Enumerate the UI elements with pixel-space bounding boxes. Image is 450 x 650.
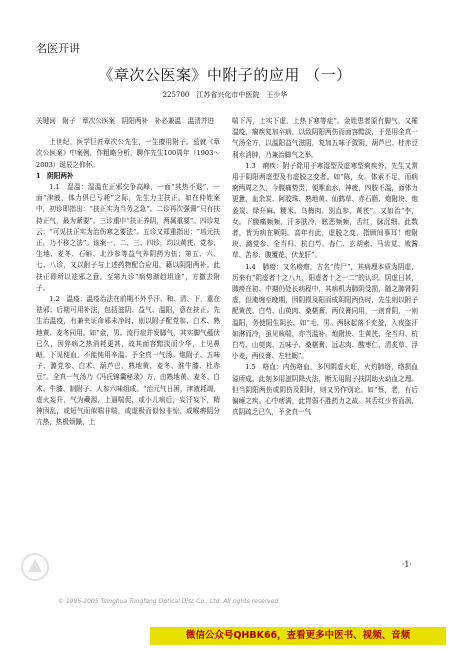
author-line: 225700 江苏省兴化市中医院 王少华 bbox=[162, 91, 288, 99]
section-heading: 1 阴阳两补 bbox=[36, 171, 74, 180]
paragraph-feilao: 1.4 肺痨：又名痨瘵，古名“传尸”，其病理本质为阴虚，历来有“阴虚者十之八九，阳虚者十之一二”的认识。阴虚日甚，肺痨在初、中期仍处长病程中，其病机为肺阴受损，随之肺肾阴虚，但淹缠至晚期，因阴损及阳而成阴阳两伤时，先生则以附子配黄芪、白芍、山萸肉、桑椹膏、两仪膏同用，一则育阴，一则温阳，务使阳生阴长。如“毛，男。两脉起落不充盈，入夜盗汗如淋而冷，虽见咳喘，亦当温补。炮附块、生黄芪、全当归、杭白芍、山萸肉、五味子、桑椹膏、远志肉、酸枣仁、清炙草、浮小麦、两仪膏、左牡蛎”。 bbox=[232, 262, 418, 361]
article-title: 《章次公医案》中附子的应用 （一） bbox=[98, 66, 352, 84]
copyright-notice: © 1995-2005 Tsinghua Tongfang Optical Disc Co., Ltd. All rights reserved. bbox=[58, 598, 281, 605]
column-tag: 名医开讲 bbox=[36, 42, 80, 55]
keywords: 关键词 附子 章次公医案 阴阳两补 补必兼温 温清并进 bbox=[36, 117, 215, 125]
paragraph-liji: 1.3 痢疾：附子除用于寒湿型及虚寒型痢疾外，先生又常用于阴阳两虚型及有虚脱之变者。如“陈，女。体素不足，而病痢两周之久，今腹痛势贵，便唯血水，神疲，四肢不温，面体力更惫，血余炭、阿胶珠、熟地黄、仙鹤草、赤石脂、炮附块、炮姜炭、绿升麻、粳米、乌梅肉、别直参、黄芪”。又如治“李，女。下腹痛频频，汗多肤冷，眩恶频频，舌红，脉沉细。此数者，皆为病在厥阴。高年有此，虚脱之变，指顾间事耳！炮附块、潞党参、全当归、杭白芍、杏仁、玄胡索、马齿苋、败酱草、苦参、腹覆花、伏龙肝”。 bbox=[232, 161, 418, 260]
paragraph-shiwen: 1.1 湿温：湿温在正邪交争高峰，一面“其热不退”，一面“津液，体力俱已亏耗”之际，先生力主扶正。如在仲姓案中，初诊即指出：“扶正实为当务之急”。二诊再次强调“只有扶持正气，最为紧要”。三诊重申“扶正养阴，两属重要”。四诊复云：“可见扶正实为治伤寒之要法”。五诊又郑重指出：“培元扶正，乃不移之法”。该案一、二、三、四诊，均以黄芪、党参、生地、麦冬、石斛、北沙参等益气养阴药为伍；第五、六、七、八诊，又以附子与上述药物配合应用，藉以阴阳两补。此扶正即所以祛邪之意。至第九诊“病势渐趋坦途”，方撤去附子。 bbox=[36, 183, 220, 292]
promo-banner: 微信公众号QHBK66，查看更多中医书、视频、音频 bbox=[150, 627, 446, 645]
left-column bbox=[36, 116, 220, 428]
page-number: ·1· bbox=[401, 560, 412, 569]
paragraph-continued: 喘下泻，上实下虚，上热下寒等症”。金姓患者原有脚气，又罹温疫，痼疾复加卒病，以致阴阳两伤而面容黯淡，于是用全真一气汤全方，以温阳益气滋阴，复加五味子敛阴，葫芦巴、杜赤豆利水消肿，乃兼治脚气之举。 bbox=[232, 117, 418, 159]
publisher-logo-icon bbox=[20, 552, 50, 582]
paragraph-wenyi: 1.2 温疫：温疫治法在前期不外乎汗、和、清、下，重在祛邪；后期可用补法，包括滋阴、益气、温阳，意在扶正。先生治温疫，有兼夹证命邪未净时，则以附子配党参、白术、熟地黄、麦冬同用。如“金，男。流行症并发脚气，其实脚气蕴伏已久，因猝病之热消耗更甚，故其面容黯淡而少华，上见鼻衄，下见便血，不能纯用辛温。予全真一气汤。炮附子、五味子、潞党参、白术、葫芦巴、熟地黄、麦冬、淮牛膝、杜赤豆”。全真一气汤乃《冯氏锦囊秘录》方，由熟地黄、麦冬、白术、牛膝、制附子、人参六味组成。“治元气日困，津液耗竭，虚火妄升，气为藏源，上逼喘促，或小儿病后，妄汗妄下，精神因乱，或短气而似喘非喘，或虚极而似惊非惊，或喉痹阴分亢热，热极烦躁，上 bbox=[36, 295, 220, 427]
right-column bbox=[232, 116, 418, 418]
paragraph-kexue: 1.5 咯血：内伤咯血，多因阴虚火旺，火灼肺络，络损血溢所成。此刻多用滋阴降火法，断无用附子扶阴助火动血之理。但当阴阳两伤或阴伤及阳时，则又另作别论。如“蔡，老，有后偏瘫之疾。心中痞满，此胃弱不胜药力之故。其舌红少苔而润，真阴疏乏已久，予全真一气 bbox=[232, 363, 418, 417]
intro-paragraph: 上世纪，医学巨匠章次公先生，一生擅用附子。兹就《章次公医案》中案例，作粗略分析，聊作先生100周年（1903～2003）诞辰之仰怀。 bbox=[36, 138, 220, 169]
